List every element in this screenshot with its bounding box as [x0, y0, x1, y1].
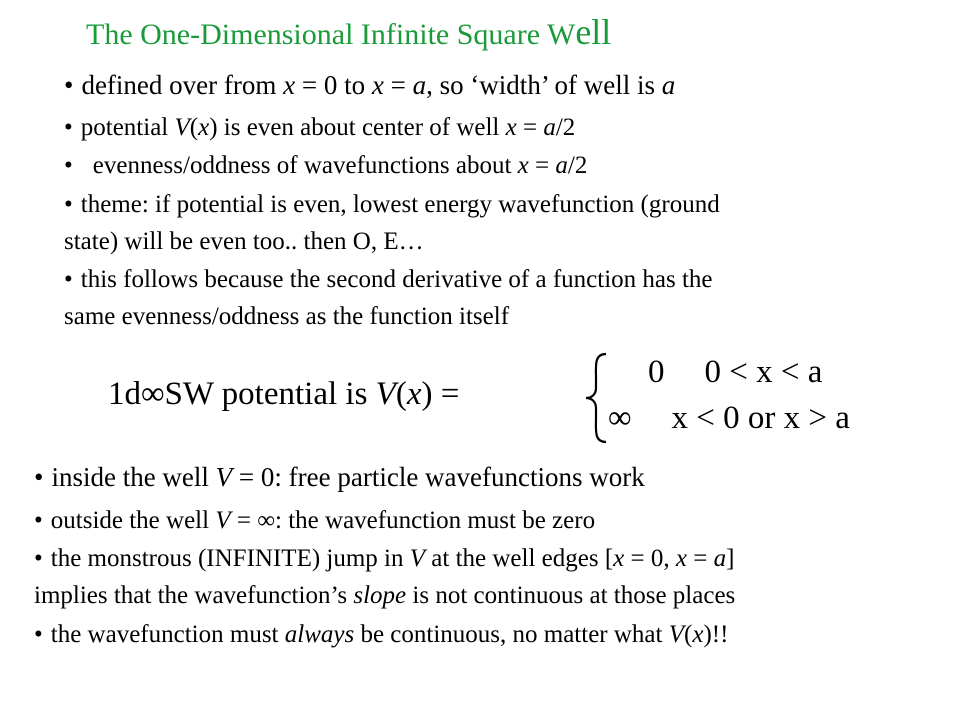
text: x < 0 or x > a [671, 400, 850, 436]
text: 0 [648, 354, 665, 390]
text: potential [80, 114, 175, 141]
text: 0 < x < a [704, 354, 823, 390]
slide-title-tail: ell [575, 12, 612, 52]
text: ∞ [608, 400, 632, 436]
top-bullet-1 [64, 70, 675, 100]
text: ] [726, 545, 735, 572]
text: inside the well [51, 462, 216, 492]
text: this follows because the second derivative of a function has the [80, 266, 713, 293]
top-bullet-5-cont [64, 302, 509, 332]
text: be continuous, no matter what [354, 621, 669, 648]
bullet-icon: • [64, 70, 74, 100]
slide-title [86, 12, 611, 55]
bullet-icon: • [34, 462, 44, 492]
bullet-icon: • [64, 114, 73, 141]
text: = [686, 545, 714, 572]
top-bullet-4 [64, 190, 720, 220]
math-var: x [283, 70, 296, 100]
text: = ∞: the wavefunction must be zero [230, 507, 596, 534]
formula-case-1 [648, 354, 822, 391]
text: outside the well [50, 507, 216, 534]
bottom-bullet-2 [34, 506, 595, 536]
bullet-icon: • [34, 545, 43, 572]
math-var: V [215, 462, 233, 492]
formula-case-2 [608, 400, 850, 437]
emphasis-text: always [284, 621, 355, 648]
emphasis-text: slope [353, 582, 407, 609]
math-var: V [174, 114, 190, 141]
text: evenness/oddness of wavefunctions about [92, 152, 518, 179]
bottom-bullet-4 [34, 620, 728, 650]
math-var: V [409, 545, 426, 572]
bullet-icon: • [64, 191, 73, 218]
math-var: V [668, 621, 684, 648]
math-var: a [713, 545, 727, 572]
text: defined over from [81, 70, 284, 100]
math-var: a [543, 114, 556, 141]
text: at the well edges [ [425, 545, 614, 572]
text: is not continuous at those places [406, 582, 736, 609]
bullet-icon: • [64, 266, 73, 293]
text: = [383, 70, 413, 100]
math-var: x [406, 376, 422, 412]
text: /2 [567, 152, 588, 179]
top-bullet-5 [64, 265, 713, 295]
bottom-bullet-3-cont [34, 581, 735, 611]
text: 1d∞SW potential is [108, 376, 376, 412]
math-var: x [371, 70, 384, 100]
text: state) will be even too.. then O, E… [64, 228, 424, 255]
math-var: V [215, 507, 231, 534]
top-bullet-3 [64, 151, 587, 181]
bullet-icon: • [34, 507, 43, 534]
math-var: a [661, 70, 676, 100]
math-var: x [198, 114, 210, 141]
text: )!! [703, 621, 729, 648]
text: the monstrous (INFINITE) jump in [50, 545, 410, 572]
text: ( [684, 621, 693, 648]
math-var: x [675, 545, 687, 572]
text: , so ‘width’ of well is [426, 70, 662, 100]
text: the wavefunction must [50, 621, 285, 648]
potential-formula [108, 352, 850, 444]
text: = [528, 152, 556, 179]
math-var: x [517, 152, 529, 179]
text: theme: if potential is even, lowest energy wavefunction (ground [80, 191, 720, 218]
math-var: x [505, 114, 517, 141]
text: ) = [421, 376, 460, 412]
text: ) is even about center of well [209, 114, 506, 141]
math-var: a [412, 70, 427, 100]
top-bullet-4-cont [64, 227, 424, 257]
text: ( [395, 376, 407, 412]
bottom-bullet-1 [34, 462, 645, 492]
bullet-icon: • [34, 621, 43, 648]
text: /2 [555, 114, 576, 141]
text: = 0, [624, 545, 676, 572]
bullet-icon: • [64, 152, 73, 179]
text: = 0 to [295, 70, 372, 100]
text: = [516, 114, 544, 141]
text: = 0: free particle wavefunctions work [232, 462, 645, 492]
text: implies that the wavefunction’s [34, 582, 354, 609]
slide-title-main: The One-Dimensional Infinite Square W [86, 18, 576, 51]
math-var: x [613, 545, 625, 572]
math-var: x [692, 621, 704, 648]
formula-lhs [108, 376, 459, 413]
math-var: V [375, 376, 396, 412]
bottom-bullet-3 [34, 544, 734, 574]
math-var: a [555, 152, 568, 179]
text: same evenness/oddness as the function itself [64, 303, 510, 330]
text: ( [189, 114, 199, 141]
top-bullet-2 [64, 113, 575, 143]
